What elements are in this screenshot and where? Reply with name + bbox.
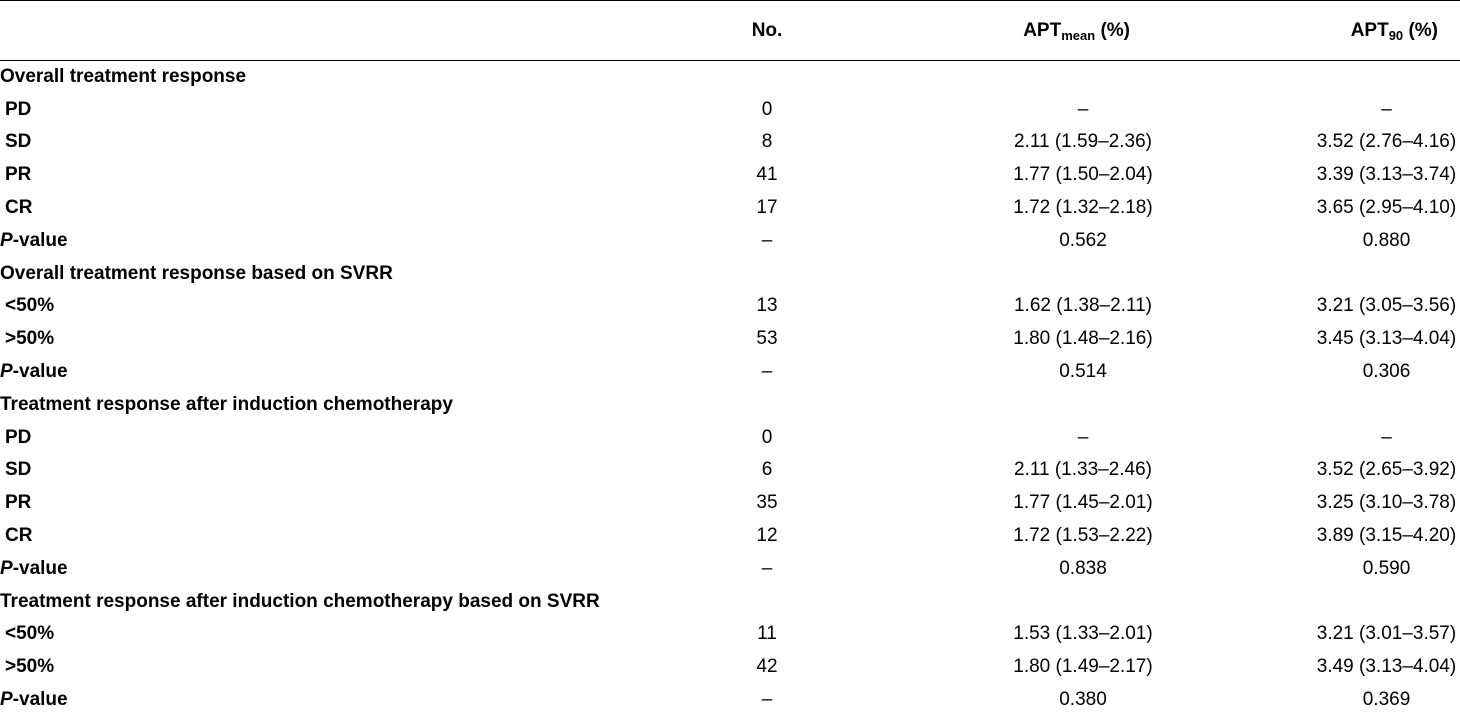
header-apt-90-sub: 90: [1388, 27, 1404, 43]
p-value-label: [0, 224, 560, 257]
section-heading-row: [0, 257, 1460, 290]
row-label: PD: [5, 98, 32, 120]
table-row: [0, 93, 1460, 126]
section-heading-row: [0, 585, 1460, 618]
row-label: >50%: [5, 328, 55, 350]
table-row: [0, 191, 1460, 224]
row-label: PD: [5, 426, 32, 448]
header-apt-mean-suffix: (%): [1095, 19, 1130, 41]
p-value-label-italic: P: [0, 557, 13, 579]
cell-apt-mean: 1.77 (1.45–2.01): [1013, 492, 1153, 514]
row-label: PR: [5, 492, 32, 514]
header-apt-90-suffix: (%): [1403, 19, 1438, 41]
cell-apt-90: 3.21 (3.01–3.57): [1316, 623, 1457, 645]
cell-apt-mean: 2.11 (1.59–2.36): [1013, 131, 1153, 153]
cell-no: 42: [756, 656, 778, 678]
table-row: [0, 650, 1460, 683]
section-heading-row: [0, 388, 1460, 421]
p-value-label: [0, 552, 560, 585]
cell-apt-mean: 0.380: [1059, 689, 1107, 711]
cell-apt-90: –: [1381, 426, 1392, 448]
cell-no: 6: [761, 459, 773, 481]
header-apt-mean-prefix: APT: [1023, 19, 1062, 41]
cell-no: –: [761, 689, 773, 711]
cell-apt-90: 0.369: [1362, 689, 1411, 711]
cell-apt-90: 3.39 (3.13–3.74): [1316, 164, 1457, 186]
section-heading: Treatment response after induction chemotherapy based on SVRR: [0, 590, 600, 612]
p-value-row: [0, 552, 1460, 585]
cell-apt-mean: 1.72 (1.53–2.22): [1013, 525, 1153, 547]
header-row: [0, 0, 1460, 60]
header-label-cell: [0, 0, 560, 60]
p-value-row: [0, 355, 1460, 388]
p-value-label-italic: P: [0, 689, 13, 711]
cell-apt-90: 3.52 (2.76–4.16): [1316, 131, 1457, 153]
cell-apt-mean: 1.62 (1.38–2.11): [1013, 295, 1153, 317]
table-row: [0, 454, 1460, 487]
p-value-label-rest: -value: [12, 229, 68, 251]
cell-apt-90: 3.25 (3.10–3.78): [1316, 492, 1457, 514]
p-value-label: [0, 683, 560, 716]
table-body: [0, 60, 1460, 716]
row-label: >50%: [5, 656, 55, 678]
cell-apt-mean: 1.53 (1.33–2.01): [1013, 623, 1153, 645]
p-value-label-italic: P: [0, 361, 13, 383]
section-heading-row: [0, 60, 1460, 93]
p-value-label-rest: -value: [12, 361, 68, 383]
p-value-row: [0, 683, 1460, 716]
header-no-text: No.: [751, 19, 783, 41]
section-heading: Treatment response after induction chemotherapy: [0, 393, 453, 415]
row-label: <50%: [5, 295, 55, 317]
row-label: PR: [5, 164, 32, 186]
header-apt-mean-sub: mean: [1061, 27, 1096, 43]
cell-apt-mean: 0.514: [1059, 361, 1107, 383]
cell-no: 0: [761, 98, 773, 120]
row-label: SD: [5, 131, 32, 153]
table-row: [0, 126, 1460, 159]
row-label: CR: [5, 525, 33, 547]
cell-no: –: [761, 361, 773, 383]
cell-apt-mean: –: [1077, 426, 1089, 448]
cell-no: 11: [757, 623, 777, 645]
table-row: [0, 158, 1460, 191]
header-apt-90: [1158, 0, 1460, 60]
header-no: [560, 0, 858, 60]
table-row: [0, 421, 1460, 454]
cell-apt-90: 3.21 (3.05–3.56): [1316, 295, 1457, 317]
table-row: [0, 519, 1460, 552]
cell-no: 8: [761, 131, 773, 153]
cell-apt-90: 0.880: [1362, 229, 1411, 251]
cell-apt-90: 3.89 (3.15–4.20): [1316, 525, 1457, 547]
section-heading: Overall treatment response based on SVRR: [0, 262, 393, 284]
cell-apt-mean: 1.80 (1.48–2.16): [1013, 328, 1153, 350]
cell-apt-mean: 0.838: [1059, 557, 1107, 579]
cell-apt-mean: 1.77 (1.50–2.04): [1013, 164, 1153, 186]
cell-apt-90: 3.65 (2.95–4.10): [1316, 197, 1457, 219]
cell-no: 41: [756, 164, 778, 186]
header-apt-mean: [858, 0, 1158, 60]
row-label: <50%: [5, 623, 55, 645]
table-row: [0, 618, 1460, 651]
cell-no: 12: [756, 525, 778, 547]
cell-apt-mean: 1.72 (1.32–2.18): [1013, 197, 1153, 219]
cell-no: –: [761, 557, 773, 579]
cell-apt-90: 0.306: [1362, 361, 1411, 383]
cell-no: 13: [756, 295, 778, 317]
table-row: [0, 290, 1460, 323]
cell-apt-90: 0.590: [1362, 557, 1411, 579]
cell-no: 53: [756, 328, 778, 350]
cell-apt-mean: 0.562: [1059, 229, 1107, 251]
p-value-label: [0, 355, 560, 388]
row-label: CR: [5, 197, 33, 219]
cell-no: 35: [756, 492, 778, 514]
cell-apt-90: 3.45 (3.13–4.04): [1316, 328, 1457, 350]
p-value-row: [0, 224, 1460, 257]
cell-apt-mean: 2.11 (1.33–2.46): [1013, 459, 1153, 481]
cell-apt-90: 3.52 (2.65–3.92): [1316, 459, 1457, 481]
cell-apt-mean: –: [1077, 98, 1089, 120]
cell-no: 0: [761, 426, 773, 448]
table-row: [0, 486, 1460, 519]
table-row: [0, 322, 1460, 355]
cell-apt-mean: 1.80 (1.49–2.17): [1013, 656, 1153, 678]
cell-no: 17: [756, 197, 778, 219]
row-label: SD: [5, 459, 32, 481]
header-apt-90-prefix: APT: [1350, 19, 1389, 41]
section-heading: Overall treatment response: [0, 65, 247, 87]
p-value-label-italic: P: [0, 229, 13, 251]
p-value-label-rest: -value: [12, 557, 68, 579]
cell-apt-90: 3.49 (3.13–4.04): [1316, 656, 1457, 678]
p-value-label-rest: -value: [12, 689, 68, 711]
cell-no: –: [761, 229, 773, 251]
cell-apt-90: –: [1381, 98, 1392, 120]
